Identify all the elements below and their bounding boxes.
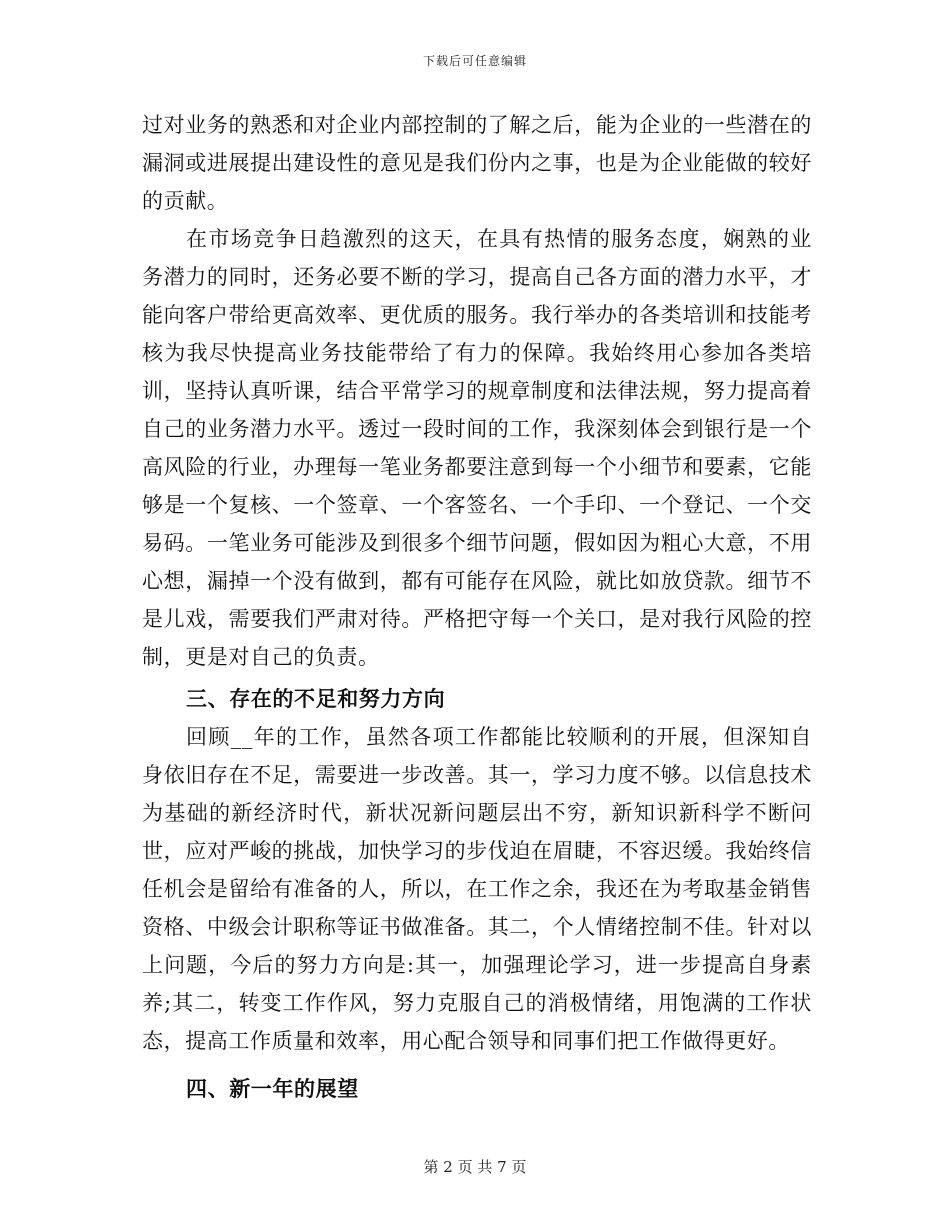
paragraph-continuation: 过对业务的熟悉和对企业内部控制的了解之后，能为企业的一些潜在的漏洞或进展提出建设性的意见是我们份内之事，也是为企业能做的较好的贡献。	[142, 113, 812, 213]
section-heading-shortcomings: 三、存在的不足和努力方向	[186, 686, 446, 711]
page-header: 下载后可任意编辑	[422, 54, 527, 68]
section-heading-outlook: 四、新一年的展望	[186, 1076, 359, 1101]
page-number-footer: 第 2 页 共 7 页	[423, 1158, 527, 1176]
document-body	[142, 106, 812, 1108]
paragraph-market-competition: 在市场竞争日趋激烈的这天，在具有热情的服务态度，娴熟的业务潜力的同时，还务必要不断的学习，提高自己各方面的潜力水平，才能向客户带给更高效率、更优质的服务。我行举办的各类培训和技能考核为我尽快提高业务技能带给了有力的保障。我始终用心参加各类培训，坚持认真听课，结合平常学习的规章制度和法律法规，努力提高着自己的业务潜力水平。透过一段时间的工作，我深刻体会到银行是一个高风险的行业，办理每一笔业务都要注意到每一个小细节和要素，它能够是一个复核、一个签章、一个客签名、一个手印、一个登记、一个交易码。一笔业务可能涉及到很多个细节问题，假如因为粗心大意，不用心想，漏掉一个没有做到，都有可能存在风险，就比如放贷款。细节不是儿戏，需要我们严肃对待。严格把守每一个关口，是对我行风险的控制，更是对自己的负责。	[142, 227, 812, 669]
paragraph-review: 回顾__年的工作，虽然各项工作都能比较顺利的开展，但深知自身依旧存在不足，需要进一步改善。其一，学习力度不够。以信息技术为基础的新经济时代，新状况新问题层出不穷，新知识新科学不断问世，应对严峻的挑战，加快学习的步伐迫在眉睫，不容迟缓。我始终信任机会是留给有准备的人，所以，在工作之余，我还在为考取基金销售资格、中级会计职称等证书做准备。其二，个人情绪控制不佳。针对以上问题，今后的努力方向是:其一，加强理论学习，进一步提高自身素养;其二，转变工作作风，努力克服自己的消极情绪，用饱满的工作状态，提高工作质量和效率，用心配合领导和同事们把工作做得更好。	[142, 725, 812, 1053]
